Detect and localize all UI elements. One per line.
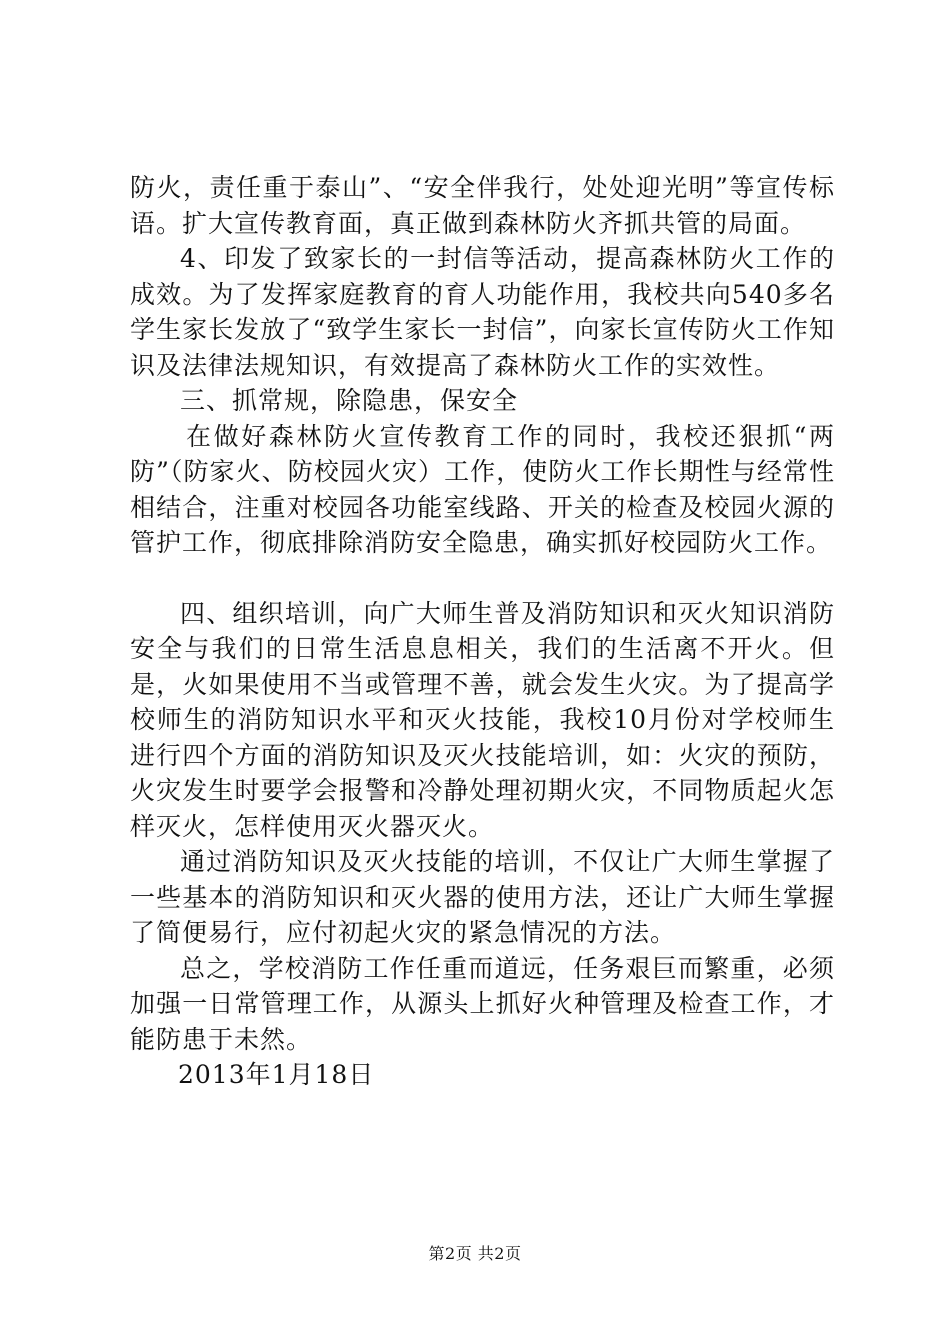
paragraph-slogans: 防火，责任重于泰山”、“安全伴我行，处处迎光明”等宣传标语。扩大宣传教育面，真正做到森林防火齐抓共管的局面。: [130, 173, 835, 238]
paragraph-training: 四、组织培训，向广大师生普及消防知识和灭火知识消防安全与我们的日常生活息息相关，我们的生活离不开火。但是，火如果使用不当或管理不善，就会发生火灾。为了提高学校师生的消防知识水平和灭火技能，我校10月份对学校师生进行四个方面的消防知识及灭火技能培训，如：火灾的预防，火灾发生时要学会报警和冷静处理初期火灾，不同物质起火怎样灭火，怎样使用灭火器灭火。: [130, 598, 835, 841]
document-body: [130, 170, 835, 1093]
page-number-footer: 第2页 共2页: [428, 1244, 522, 1263]
paragraph-training-result: 通过消防知识及灭火技能的培训，不仅让广大师生掌握了一些基本的消防知识和灭火器的使用方法，还让广大师生掌握了简便易行，应付初起火灾的紧急情况的方法。: [130, 847, 835, 947]
document-date: 2013年1月18日: [178, 1060, 375, 1089]
paragraph-parent-letter: 4、印发了致家长的一封信等活动，提高森林防火工作的成效。为了发挥家庭教育的育人功能作用，我校共向540多名学生家长发放了“致学生家长一封信”，向家长宣传防火工作知识及法律法规知识，有效提高了森林防火工作的实效性。: [130, 244, 835, 380]
paragraph-two-prevention: 在做好森林防火宣传教育工作的同时，我校还狠抓“两防”（防家火、防校园火灾）工作，使防火工作长期性与经常性相结合，注重对校园各功能室线路、开关的检查及校园火源的管护工作，彻底排除消防安全隐患，确实抓好校园防火工作。: [130, 421, 835, 557]
paragraph-conclusion: 总之，学校消防工作任重而道远，任务艰巨而繁重，必须加强一日常管理工作，从源头上抓好火种管理及检查工作，才能防患于未然。: [130, 953, 835, 1054]
section-heading-routine-safety: 三、抓常规，除隐患，保安全: [180, 386, 519, 415]
